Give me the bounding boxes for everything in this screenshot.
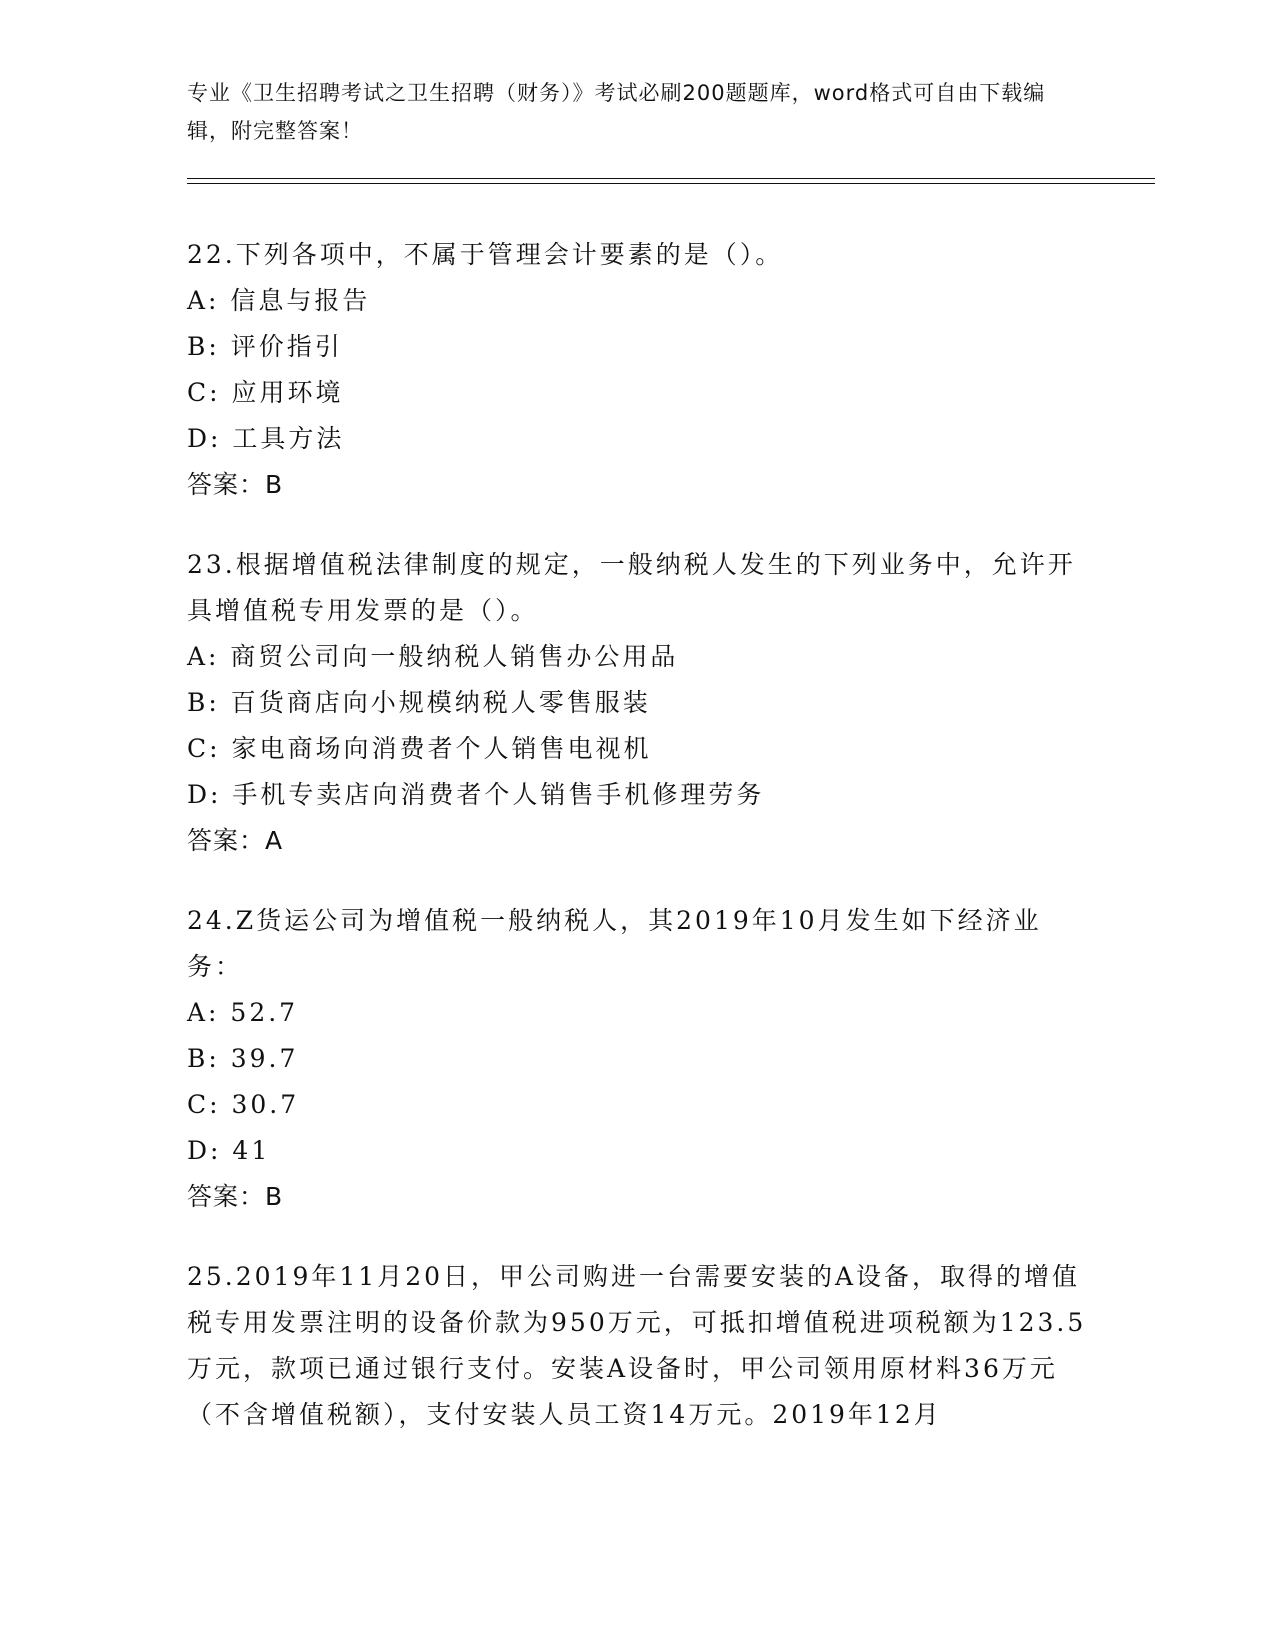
header-divider-top (187, 178, 1155, 179)
option-d: D: 41 (187, 1136, 271, 1165)
question-stem: 24.Z货运公司为增值税一般纳税人，其2019年10月发生如下经济业务： (187, 906, 1042, 981)
question-22 (187, 232, 1087, 508)
option-b: B: 百货商店向小规模纳税人零售服装 (187, 688, 651, 717)
document-header (187, 74, 1067, 150)
question-stem: 22.下列各项中，不属于管理会计要素的是（）。 (187, 240, 784, 269)
header-text: 专业《卫生招聘考试之卫生招聘（财务）》考试必刷200题题库，word格式可自由下载编辑，附完整答案！ (187, 81, 1046, 143)
option-a: A: 信息与报告 (187, 286, 371, 315)
option-d: D: 手机专卖店向消费者个人销售手机修理劳务 (187, 780, 765, 809)
question-list (187, 232, 1087, 1472)
option-b: B: 评价指引 (187, 332, 343, 361)
header-divider-bottom (187, 183, 1155, 184)
answer: 答案：B (187, 1182, 284, 1211)
answer: 答案：B (187, 470, 284, 499)
option-d: D: 工具方法 (187, 424, 345, 453)
answer: 答案：A (187, 826, 284, 855)
question-23 (187, 542, 1087, 864)
option-a: A: 商贸公司向一般纳税人销售办公用品 (187, 642, 679, 671)
option-c: C: 30.7 (187, 1090, 300, 1119)
option-c: C: 家电商场向消费者个人销售电视机 (187, 734, 652, 763)
option-b: B: 39.7 (187, 1044, 299, 1073)
option-a: A: 52.7 (187, 998, 299, 1027)
question-25 (187, 1254, 1087, 1438)
question-stem: 25.2019年11月20日，甲公司购进一台需要安装的A设备，取得的增值税专用发票注明的设备价款为950万元，可抵扣增值税进项税额为123.5万元，款项已通过银行支付。安装A设备时，甲公司领用原材料36万元（不含增值税额），支付安装人员工资14万元。2019年12月 (187, 1262, 1087, 1429)
option-c: C: 应用环境 (187, 378, 344, 407)
question-stem: 23.根据增值税法律制度的规定，一般纳税人发生的下列业务中，允许开具增值税专用发票的是（）。 (187, 550, 1076, 625)
question-24 (187, 898, 1087, 1220)
